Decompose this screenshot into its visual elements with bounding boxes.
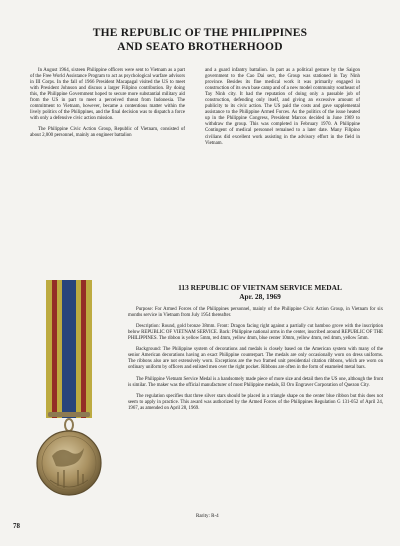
medal-photo — [22, 280, 122, 520]
page-number: 78 — [13, 522, 20, 530]
suspension-bar — [48, 412, 90, 417]
maker-paragraph: The Philippine Vietnam Service Medal is a handsomely made piece of more size and detail then the US one, although the front is similar. The maker was the official manufacturer of most Philippine medals, El Oro Engraver Corporation of Quezon City. — [128, 376, 383, 388]
section-date: Apr. 28, 1969 — [239, 292, 281, 302]
section-title-line-1: 113 REPUBLIC OF VIETNAM SERVICE MEDAL — [178, 283, 342, 292]
intro-right-column — [205, 68, 360, 152]
medal-description — [128, 307, 383, 417]
rarity-label: Rarity: R-4 — [196, 514, 219, 519]
regulation-paragraph: The regulation specifies that three silver stars should be placed in a triangle shape on the center blue ribbon but this does not seem to apply in practice. This award was authorized by the Armed Forces of the Philippines Regulation G 131-052 of April 24, 1967, as amended on April 28, 1969. — [128, 393, 383, 411]
description-paragraph: Description: Round, gold bronze 38mm. Front: Dragon facing right against a partially cut bamboo grove with the inscription below REPUBLIC OF VIETNAM SERVICE. Back: Philippine national arms in the center, inscribed around REPUBLIC OF THE PHILIPPINES. The ribbon is yellow 5mm, red 4mm, yellow 4mm, blue center 10mm, yellow 4mm, red 4mm, yellow 5mm. — [128, 324, 383, 342]
intro-paragraph: and a guard infantry battalion. In part as a political gesture by the Saigon government to the Cao Dai sect, the Group was stationed in Tay Ninh province. Besides its fine medical work it was primarily engaged in construction of its own base camp and of a new model community southeast of Tay Ninh city. It had the reputation of doing only a passable job of construction, defending only itself, and giving an excessive amount of publicity to its civic action. The US paid the costs and gave supplemental assistance to the Philippine Armed Forces. As the politics of the issue heated up in the Philippine Congress, President Marcos decided in June 1969 to withdraw the group. This was completed in February 1970. A Philippine Contingent of medical personnel remained to a later date. Many Filipino civilians did excellent work assisting in the advisory effort in the field in Vietnam. — [205, 68, 360, 146]
page-title — [60, 26, 340, 54]
background-paragraph: Background: The Philippine system of decorations and medals is closely based on the American system with many of the senior American decorations having an exact Philippine counterpart. The medals are only occasionally worn on dress uniforms. The ribbons also are not extensively worn. Exceptions are the two framed unit presidential citation ribbons, which are worn on ordinary uniform by officers and enlisted men over the right pocket. Ribbons are often in the form of enameled metal bars. — [128, 347, 383, 371]
ribbon — [46, 280, 92, 418]
title-line-1: THE REPUBLIC OF THE PHILIPPINES — [92, 27, 308, 39]
purpose-paragraph: Purpose: For Armed Forces of the Philippines personnel, mainly of the Philippine Civic Action Group, in Vietnam for six months service in Vietnam from July 1954 thereafter. — [128, 307, 383, 318]
intro-paragraph: In August 1964, sixteen Philippine officers were sent to Vietnam as a part of the Free World Assistance Program to act as psychological warfare advisors in III Corps. In the fall of 1966 President Macapagal visited the US to meet with President Johnson and discuss a larger Filipino contribution. By doing this, the Philippine Government hoped to secure more substantial military aid from the US in part to meet a perceived threat from Indonesia. The commitment to Vietnam, however, became a contentious matter within the lively politics of the Philippines, and the final decision was to dispatch a force with only a defensive civic action mission. — [30, 68, 185, 122]
title-line-2: AND SEATO BROTHERHOOD — [117, 41, 283, 53]
medal-illustration — [22, 280, 122, 520]
suspension-ring — [65, 419, 73, 431]
intro-paragraph: The Philippine Civic Action Group, Republic of Vietnam, consisted of about 2,000 personnel, mainly an engineer battalion — [30, 127, 185, 139]
section-title — [140, 283, 380, 302]
intro-left-column — [30, 68, 185, 145]
